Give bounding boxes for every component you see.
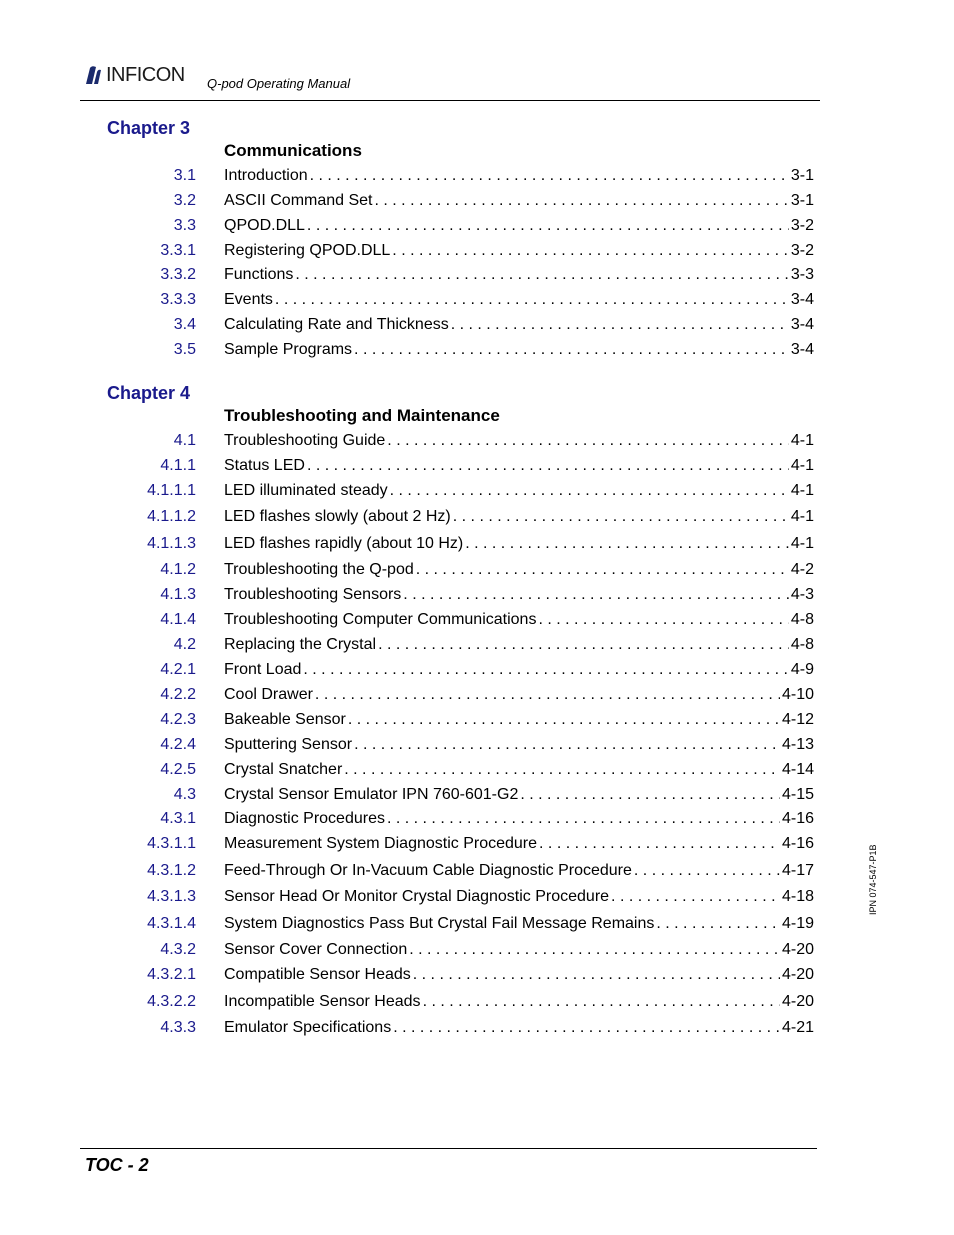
toc-entry[interactable] — [0, 291, 954, 313]
toc-entry[interactable] — [0, 586, 954, 608]
dot-leader — [392, 242, 789, 260]
section-title: Incompatible Sensor Heads — [224, 993, 421, 1010]
toc-entry-line — [224, 915, 814, 933]
page-number: 4-3 — [790, 586, 814, 603]
section-title: Troubleshooting the Q-pod — [224, 561, 414, 578]
toc-entry-line — [224, 862, 814, 880]
dot-leader — [307, 457, 789, 475]
page-number: 4-17 — [781, 862, 814, 879]
page-number: 4-14 — [781, 761, 814, 778]
toc-entry[interactable] — [0, 611, 954, 633]
section-title: Sample Programs — [224, 341, 353, 358]
toc-entry-line — [224, 636, 814, 654]
toc-entry[interactable] — [0, 217, 954, 239]
section-title: Sensor Head Or Monitor Crystal Diagnostic Procedure — [224, 888, 610, 905]
chapter-label[interactable]: Chapter 4 — [107, 383, 191, 403]
toc-entry[interactable] — [0, 316, 954, 338]
page-number: 4-19 — [781, 915, 814, 932]
section-title: Events — [224, 291, 273, 308]
toc-entry-line — [224, 167, 814, 185]
section-title: Sensor Cover Connection — [224, 941, 408, 958]
toc-entry[interactable] — [0, 686, 954, 708]
section-number[interactable]: 4.1.2 — [160, 561, 196, 578]
section-title: Registering QPOD.DLL — [224, 242, 391, 259]
toc-entry-line — [224, 993, 814, 1011]
toc-entry-line — [224, 508, 814, 526]
section-title: Calculating Rate and Thickness — [224, 316, 449, 333]
toc-entry[interactable] — [0, 242, 954, 264]
toc-entry[interactable] — [0, 661, 954, 683]
page-number: 4-1 — [790, 535, 814, 552]
toc-entry[interactable] — [0, 457, 954, 479]
section-title: Emulator Specifications — [224, 1019, 392, 1036]
dot-leader — [310, 167, 789, 185]
section-number[interactable]: 3.1 — [173, 167, 196, 184]
dot-leader — [303, 661, 788, 679]
toc-entry[interactable] — [0, 535, 954, 557]
page-number: 4-13 — [781, 736, 814, 753]
page-number: 4-1 — [790, 508, 814, 525]
logo-text: INFICON — [106, 63, 185, 86]
page-number: 4-16 — [781, 810, 814, 827]
section-number[interactable]: 4.3.1.3 — [147, 888, 196, 905]
page-number: 3-2 — [790, 217, 814, 234]
page-number: 3-1 — [790, 167, 814, 184]
page-number: 3-2 — [790, 242, 814, 259]
section-number[interactable]: 4.3 — [173, 786, 196, 803]
section-number[interactable]: 4.2.1 — [160, 661, 196, 678]
section-number[interactable]: 4.1.4 — [160, 611, 196, 628]
toc-entry[interactable] — [0, 862, 954, 884]
page-number: 4-9 — [790, 661, 814, 678]
dot-leader — [409, 941, 780, 959]
section-title: Measurement System Diagnostic Procedure — [224, 835, 538, 852]
section-title: Replacing the Crystal — [224, 636, 377, 653]
toc-entry-line — [224, 941, 814, 959]
toc-entry[interactable] — [0, 561, 954, 583]
section-number[interactable]: 4.2.2 — [160, 686, 196, 703]
toc-entry-line — [224, 966, 814, 984]
dot-leader — [315, 686, 780, 704]
section-title: Cool Drawer — [224, 686, 313, 703]
section-title: Status LED — [224, 457, 305, 474]
page-footer — [80, 1148, 817, 1149]
section-number[interactable]: 4.1.1.2 — [147, 508, 196, 525]
dot-leader — [393, 1019, 780, 1037]
section-number[interactable]: 4.3.1.2 — [147, 862, 196, 879]
section-number[interactable]: 4.3.2 — [160, 941, 196, 958]
section-title: Feed-Through Or In-Vacuum Cable Diagnostic Procedure — [224, 862, 632, 879]
toc-entry[interactable] — [0, 266, 954, 288]
dot-leader — [378, 636, 789, 654]
page-number: 3-4 — [790, 316, 814, 333]
section-number[interactable]: 3.3 — [173, 217, 196, 234]
dot-leader — [387, 810, 780, 828]
toc-entry[interactable] — [0, 508, 954, 530]
toc-entry-line — [224, 482, 814, 500]
section-number[interactable]: 3.3.3 — [160, 291, 196, 308]
page-number: 4-20 — [781, 966, 814, 983]
section-number[interactable]: 4.3.3 — [160, 1019, 196, 1036]
toc-entry[interactable] — [0, 941, 954, 963]
section-number[interactable]: 4.3.2.1 — [147, 966, 196, 983]
toc-entry-line — [224, 192, 814, 210]
section-title: LED flashes slowly (about 2 Hz) — [224, 508, 451, 525]
page-number: 4-18 — [781, 888, 814, 905]
dot-leader — [423, 993, 780, 1011]
page-header — [80, 60, 820, 101]
toc-entry-line — [224, 611, 814, 629]
dot-leader — [295, 266, 789, 284]
dot-leader — [538, 611, 788, 629]
dot-leader — [520, 786, 780, 804]
toc-entry[interactable] — [0, 835, 954, 857]
toc-entry-line — [224, 535, 814, 553]
section-number[interactable]: 4.1.1.1 — [147, 482, 196, 499]
dot-leader — [348, 711, 780, 729]
page-number: 4-8 — [790, 611, 814, 628]
chapter-label[interactable]: Chapter 3 — [107, 118, 191, 138]
section-title: Sputtering Sensor — [224, 736, 353, 753]
toc-entry[interactable] — [0, 192, 954, 214]
dot-leader — [354, 736, 780, 754]
toc-entry[interactable] — [0, 1019, 954, 1041]
toc-entry[interactable] — [0, 711, 954, 733]
dot-leader — [344, 761, 780, 779]
section-title: Troubleshooting Computer Communications — [224, 611, 537, 628]
section-number[interactable]: 4.1.3 — [160, 586, 196, 603]
toc-entry[interactable] — [0, 888, 954, 910]
section-number[interactable]: 4.3.1 — [160, 810, 196, 827]
dot-leader — [387, 432, 789, 450]
page-number: 3-4 — [790, 341, 814, 358]
dot-leader — [275, 291, 789, 309]
dot-leader — [375, 192, 789, 210]
page-number: 3-1 — [790, 192, 814, 209]
section-title: Front Load — [224, 661, 302, 678]
section-title: Crystal Sensor Emulator IPN 760-601-G2 — [224, 786, 519, 803]
section-title: Introduction — [224, 167, 308, 184]
inficon-logo-icon — [82, 64, 104, 86]
section-number[interactable]: 4.1.1.3 — [147, 535, 196, 552]
toc-entry-line — [224, 810, 814, 828]
toc-entry-line — [224, 711, 814, 729]
dot-leader — [403, 586, 789, 604]
toc-entry[interactable] — [0, 341, 954, 363]
section-number[interactable]: 4.2.4 — [160, 736, 196, 753]
ipn-text: IPN 074-547-P1B — [868, 844, 878, 915]
toc-entry-line — [224, 786, 814, 804]
toc-entry-line — [224, 835, 814, 853]
dot-leader — [634, 862, 780, 880]
dot-leader — [539, 835, 780, 853]
toc-entry[interactable] — [0, 915, 954, 937]
section-title: Troubleshooting Guide — [224, 432, 386, 449]
page-number: 4-10 — [781, 686, 814, 703]
page-number: 4-20 — [781, 993, 814, 1010]
section-number[interactable]: 4.1.1 — [160, 457, 196, 474]
dot-leader — [416, 561, 789, 579]
page-number: 4-1 — [790, 457, 814, 474]
toc-entry[interactable] — [0, 432, 954, 454]
section-title: Bakeable Sensor — [224, 711, 346, 728]
section-title: System Diagnostics Pass But Crystal Fail Message Remains — [224, 915, 655, 932]
section-number[interactable]: 4.2.3 — [160, 711, 196, 728]
toc-entry[interactable] — [0, 810, 954, 832]
toc-entry-line — [224, 341, 814, 359]
toc-entry[interactable] — [0, 993, 954, 1015]
ipn-side-label — [866, 845, 882, 925]
section-number[interactable]: 4.2.5 — [160, 761, 196, 778]
dot-leader — [307, 217, 789, 235]
toc-entry-line — [224, 736, 814, 754]
document-title: Q-pod Operating Manual — [207, 76, 351, 91]
page-number: 3-4 — [790, 291, 814, 308]
section-number[interactable]: 4.3.1.4 — [147, 915, 196, 932]
inficon-logo — [82, 62, 185, 88]
section-number[interactable]: 3.4 — [173, 316, 196, 333]
section-title: Diagnostic Procedures — [224, 810, 385, 827]
dot-leader — [451, 316, 789, 334]
dot-leader — [656, 915, 780, 933]
section-title: Troubleshooting Sensors — [224, 586, 402, 603]
toc-entry-line — [224, 561, 814, 579]
dot-leader — [354, 341, 789, 359]
toc-entry-line — [224, 686, 814, 704]
section-title: LED flashes rapidly (about 10 Hz) — [224, 535, 464, 552]
toc-entry[interactable] — [0, 736, 954, 758]
page-number: 4-12 — [781, 711, 814, 728]
toc-entry-line — [224, 888, 814, 906]
chapter-title: Troubleshooting and Maintenance — [224, 406, 500, 425]
section-number[interactable]: 4.3.1.1 — [147, 835, 196, 852]
section-title: Compatible Sensor Heads — [224, 966, 411, 983]
section-title: Crystal Snatcher — [224, 761, 343, 778]
section-number[interactable]: 3.3.1 — [160, 242, 196, 259]
toc-entry-line — [224, 457, 814, 475]
toc-entry[interactable] — [0, 786, 954, 808]
dot-leader — [453, 508, 789, 526]
page-number: 4-15 — [781, 786, 814, 803]
toc-entry[interactable] — [0, 966, 954, 988]
section-title: Functions — [224, 266, 294, 283]
page-number: 4-1 — [790, 432, 814, 449]
section-number[interactable]: 4.1 — [173, 432, 196, 449]
dot-leader — [611, 888, 780, 906]
toc-entry-line — [224, 586, 814, 604]
toc-entry-line — [224, 291, 814, 309]
section-number[interactable]: 3.3.2 — [160, 266, 196, 283]
page-number: 4-16 — [781, 835, 814, 852]
toc-entry[interactable] — [0, 761, 954, 783]
toc-entry-line — [224, 316, 814, 334]
page-number: 4-20 — [781, 941, 814, 958]
toc-entry-line — [224, 266, 814, 284]
dot-leader — [465, 535, 789, 553]
toc-entry[interactable] — [0, 482, 954, 504]
page-number: 4-21 — [781, 1019, 814, 1036]
toc-entry-line — [224, 217, 814, 235]
dot-leader — [390, 482, 789, 500]
toc-entry-line — [224, 1019, 814, 1037]
toc-entry-line — [224, 432, 814, 450]
toc-entry[interactable] — [0, 636, 954, 658]
dot-leader — [413, 966, 780, 984]
chapter-title: Communications — [224, 141, 362, 160]
section-number[interactable]: 3.2 — [173, 192, 196, 209]
section-number[interactable]: 4.3.2.2 — [147, 993, 196, 1010]
section-title: ASCII Command Set — [224, 192, 373, 209]
toc-entry-line — [224, 661, 814, 679]
page-number: 4-8 — [790, 636, 814, 653]
section-number[interactable]: 4.2 — [173, 636, 196, 653]
page-number: 4-2 — [790, 561, 814, 578]
section-number[interactable]: 3.5 — [173, 341, 196, 358]
toc-entry-line — [224, 242, 814, 260]
page-number: 3-3 — [790, 266, 814, 283]
page-number: 4-1 — [790, 482, 814, 499]
section-title: LED illuminated steady — [224, 482, 388, 499]
footer-page-label: TOC - 2 — [85, 1155, 149, 1175]
toc-entry[interactable] — [0, 167, 954, 189]
toc-entry-line — [224, 761, 814, 779]
section-title: QPOD.DLL — [224, 217, 305, 234]
